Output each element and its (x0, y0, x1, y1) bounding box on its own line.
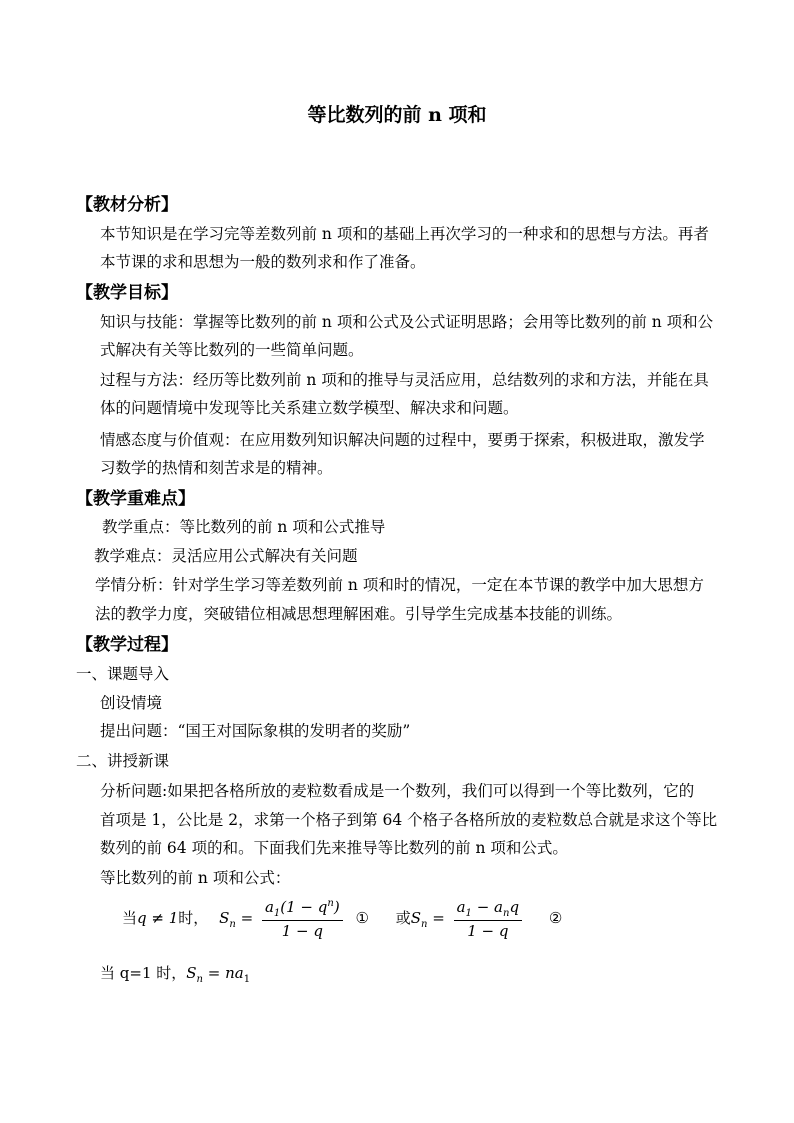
paragraph-line: 数列的前 64 项的和。下面我们先来推导等比数列的前 n 项和公式。 (100, 839, 568, 857)
formula-fraction-1 (262, 898, 343, 940)
formula-lhs-sub: n (229, 919, 236, 930)
section-heading-goals: 【教学目标】 (76, 283, 178, 303)
num-exp: n (327, 898, 334, 909)
formula-mark-1: ① (355, 909, 369, 927)
formula2-rhs: = na (203, 964, 244, 982)
subsection-heading: 一、课题导入 (76, 665, 170, 683)
num2-mid: − a (471, 898, 503, 916)
formula-equals-2: = (432, 909, 445, 927)
formula2-lhs-sub: n (196, 974, 203, 985)
sum-formula-q-not-1 (122, 898, 562, 940)
paragraph-line: 本节课的求和思想为一般的数列求和作了准备。 (100, 253, 426, 271)
formula-lhs2: S (410, 909, 421, 927)
sum-formula-q-equals-1 (100, 962, 250, 985)
formula2-rhs-sub: 1 (243, 974, 251, 985)
formula-lhs: S (219, 909, 230, 927)
paragraph-line: 首项是 1，公比是 2，求第一个格子到第 64 个格子各格所放的麦粒数总合就是求这个等比 (100, 811, 718, 829)
formula-denominator: 1 − q (281, 922, 323, 940)
num-a: a (264, 898, 274, 916)
formula2-lhs: S (186, 964, 197, 982)
paragraph-line: 学情分析：针对学生学习等差数列前 n 项和时的情况，一定在本节课的教学中加大思想方 (95, 576, 704, 594)
section-heading-process: 【教学过程】 (76, 635, 178, 655)
subsection-heading: 二、讲授新课 (76, 752, 170, 770)
section-heading-analysis: 【教材分析】 (76, 195, 178, 215)
paragraph-line: 过程与方法：经历等比数列前 n 项和的推导与灵活应用，总结数列的求和方法，并能在具 (100, 371, 709, 389)
num2-sub1: 1 (465, 908, 472, 919)
section-heading-difficulty: 【教学重难点】 (76, 489, 195, 509)
formula-suffix: 时， (178, 909, 209, 927)
formula-or: 或 (395, 909, 411, 927)
paragraph-line: 知识与技能：掌握等比数列的前 n 项和公式及公式证明思路；会用等比数列的前 n 项和公 (100, 313, 714, 331)
paragraph-line: 情感态度与价值观：在应用数列知识解决问题的过程中，要勇于探索，积极进取，激发学 (100, 431, 705, 449)
paragraph-line: 法的教学力度，突破错位相减思想理解困难。引导学生完成基本技能的训练。 (95, 605, 623, 623)
num2-a: a (456, 898, 466, 916)
paragraph-line: 式解决有关等比数列的一些简单问题。 (100, 341, 364, 359)
num-a-sub: 1 (273, 908, 281, 919)
paragraph-line: 教学难点：灵活应用公式解决有关问题 (94, 547, 358, 565)
num2-end: q (509, 898, 520, 916)
formula-equals: = (240, 909, 254, 927)
formula-fraction-2 (454, 898, 522, 940)
formula-mark-2: ② (548, 909, 563, 927)
paragraph-line: 体的问题情境中发现等比关系建立数学模型、解决求和问题。 (100, 399, 519, 417)
num-end: ) (333, 898, 340, 916)
paragraph-line: 本节知识是在学习完等差数列前 n 项和的基础上再次学习的一种求和的思想与方法。再者 (100, 225, 709, 243)
formula-prefix: 当 (122, 909, 138, 927)
num-mid: (1 − q (280, 898, 328, 916)
paragraph-line: 等比数列的前 n 项和公式： (100, 869, 291, 887)
formula-lhs2-sub: n (421, 919, 428, 930)
paragraph-line: 分析问题:如果把各格所放的麦粒数看成是一个数列，我们可以得到一个等比数列，它的 (100, 782, 695, 800)
num2-sub2: n (502, 908, 510, 919)
paragraph-line: 习数学的热情和刻苦求是的精神。 (100, 459, 333, 477)
formula-denominator-2: 1 − q (467, 922, 509, 940)
page-title: 等比数列的前 n 项和 (307, 104, 487, 126)
paragraph-line: 提出问题：“国王对国际象棋的发明者的奖励” (100, 722, 411, 740)
formula2-prefix: 当 q=1 时， (100, 964, 187, 982)
paragraph-line: 创设情境 (100, 694, 163, 712)
formula-condition: q ≠ 1 (137, 909, 179, 927)
paragraph-line: 教学重点：等比数列的前 n 项和公式推导 (102, 518, 386, 536)
